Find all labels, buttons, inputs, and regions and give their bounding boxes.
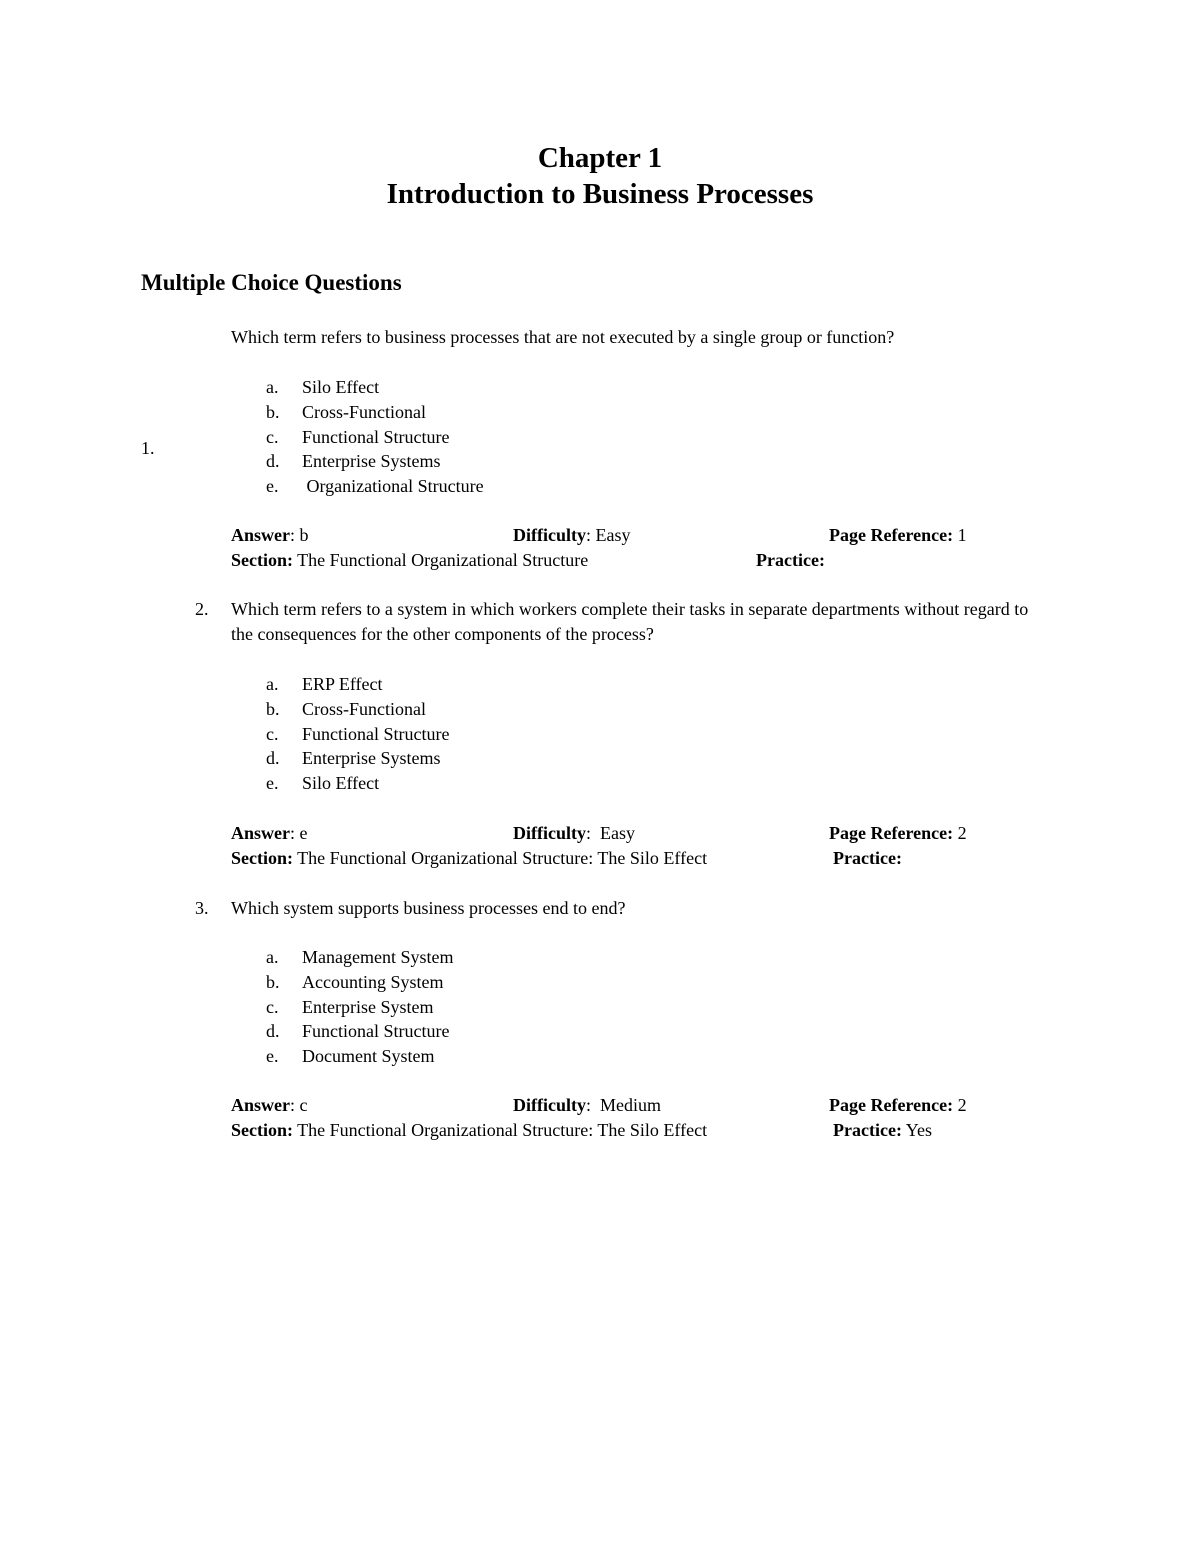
section-meta-row: [231, 548, 1051, 573]
difficulty-label: Difficulty: [513, 1095, 586, 1115]
difficulty-value: : Medium: [585, 1095, 661, 1115]
option-text: Management System: [302, 947, 454, 967]
option-text: Accounting System: [302, 971, 444, 992]
practice-label: Practice:: [833, 1120, 902, 1140]
page-reference-label: Page Reference:: [829, 823, 954, 843]
answer-meta-row: [231, 821, 1051, 846]
answer-label: Answer: [231, 1095, 290, 1115]
answer-label: Answer: [231, 525, 290, 545]
practice-value: Yes: [901, 1120, 932, 1140]
option-item: [266, 945, 453, 970]
option-letter: d.: [266, 748, 280, 769]
difficulty-value: : Easy: [585, 525, 631, 545]
option-letter: e.: [266, 1046, 279, 1067]
question-text: Which term refers to business processes that are not executed by a single group or function?: [231, 327, 895, 347]
practice-label: Practice:: [833, 848, 902, 868]
option-text: Cross-Functional: [302, 401, 426, 422]
page-reference-label: Page Reference:: [829, 525, 954, 545]
option-letter: a.: [266, 674, 279, 694]
option-letter: c.: [266, 996, 279, 1017]
option-text: Document System: [302, 1046, 435, 1067]
option-text: Cross-Functional: [302, 698, 426, 719]
chapter-title-block: [0, 140, 1200, 212]
page-reference-value: 2: [953, 823, 967, 843]
answer-options: [266, 945, 453, 1069]
question-number: 1.: [141, 438, 155, 458]
answer-options: [266, 375, 484, 499]
section-label: Section:: [231, 848, 293, 868]
answer-value: : c: [290, 1095, 308, 1115]
option-letter: c.: [266, 723, 279, 744]
answer-meta-row: [231, 1093, 1051, 1118]
section-value: The Functional Organizational Structure: [293, 550, 589, 570]
option-item: [266, 1044, 453, 1069]
difficulty-value: : Easy: [585, 823, 635, 843]
option-text: Organizational Structure: [302, 476, 484, 497]
option-letter: e.: [266, 773, 279, 794]
option-item: [266, 995, 453, 1020]
page-reference-value: 1: [953, 525, 967, 545]
section-meta-row: [231, 1118, 1051, 1143]
section-heading: Multiple Choice Questions: [141, 270, 402, 295]
page-reference-label: Page Reference:: [829, 1095, 954, 1115]
option-letter: b.: [266, 401, 280, 422]
difficulty-label: Difficulty: [513, 823, 586, 843]
section-value: The Functional Organizational Structure: The Silo Effect: [293, 1120, 708, 1140]
answer-label: Answer: [231, 823, 290, 843]
practice-label: Practice:: [756, 550, 825, 570]
question-number: 3.: [195, 898, 209, 918]
option-letter: e.: [266, 476, 279, 497]
option-text: Silo Effect: [302, 773, 380, 794]
option-text: Silo Effect: [302, 377, 380, 397]
option-item: [266, 400, 484, 425]
option-item: [266, 1019, 453, 1044]
option-item: [266, 672, 449, 697]
option-item: [266, 474, 484, 499]
option-text: Functional Structure: [302, 426, 450, 447]
section-label: Section:: [231, 550, 293, 570]
answer-meta-row: [231, 523, 1051, 548]
difficulty-label: Difficulty: [513, 525, 586, 545]
section-label: Section:: [231, 1120, 293, 1140]
answer-options: [266, 672, 449, 796]
option-item: [266, 722, 449, 747]
option-letter: b.: [266, 698, 280, 719]
option-letter: c.: [266, 426, 279, 447]
option-item: [266, 375, 484, 400]
option-letter: a.: [266, 947, 279, 967]
page-reference-value: 2: [953, 1095, 967, 1115]
option-item: [266, 697, 449, 722]
option-item: [266, 771, 449, 796]
option-text: Enterprise System: [302, 996, 434, 1017]
option-text: Functional Structure: [302, 723, 450, 744]
option-text: Functional Structure: [302, 1021, 450, 1042]
question-text: Which system supports business processes end to end?: [231, 898, 626, 918]
answer-value: : b: [290, 525, 309, 545]
option-letter: a.: [266, 377, 279, 397]
option-text: Enterprise Systems: [302, 451, 441, 472]
chapter-title: Introduction to Business Processes: [386, 178, 814, 210]
option-text: ERP Effect: [302, 674, 383, 694]
option-item: [266, 449, 484, 474]
section-meta-row: [231, 846, 1051, 871]
option-item: [266, 425, 484, 450]
question-text: Which term refers to a system in which workers complete their tasks in separate departments without regard to the consequences for the other components of the process?: [231, 599, 1029, 644]
option-letter: d.: [266, 1021, 280, 1042]
option-item: [266, 970, 453, 995]
option-letter: b.: [266, 971, 280, 992]
option-text: Enterprise Systems: [302, 748, 441, 769]
section-value: The Functional Organizational Structure: The Silo Effect: [293, 848, 708, 868]
option-letter: d.: [266, 451, 280, 472]
answer-value: : e: [290, 823, 308, 843]
option-item: [266, 746, 449, 771]
question-number: 2.: [195, 599, 209, 619]
chapter-number: Chapter 1: [537, 142, 663, 174]
